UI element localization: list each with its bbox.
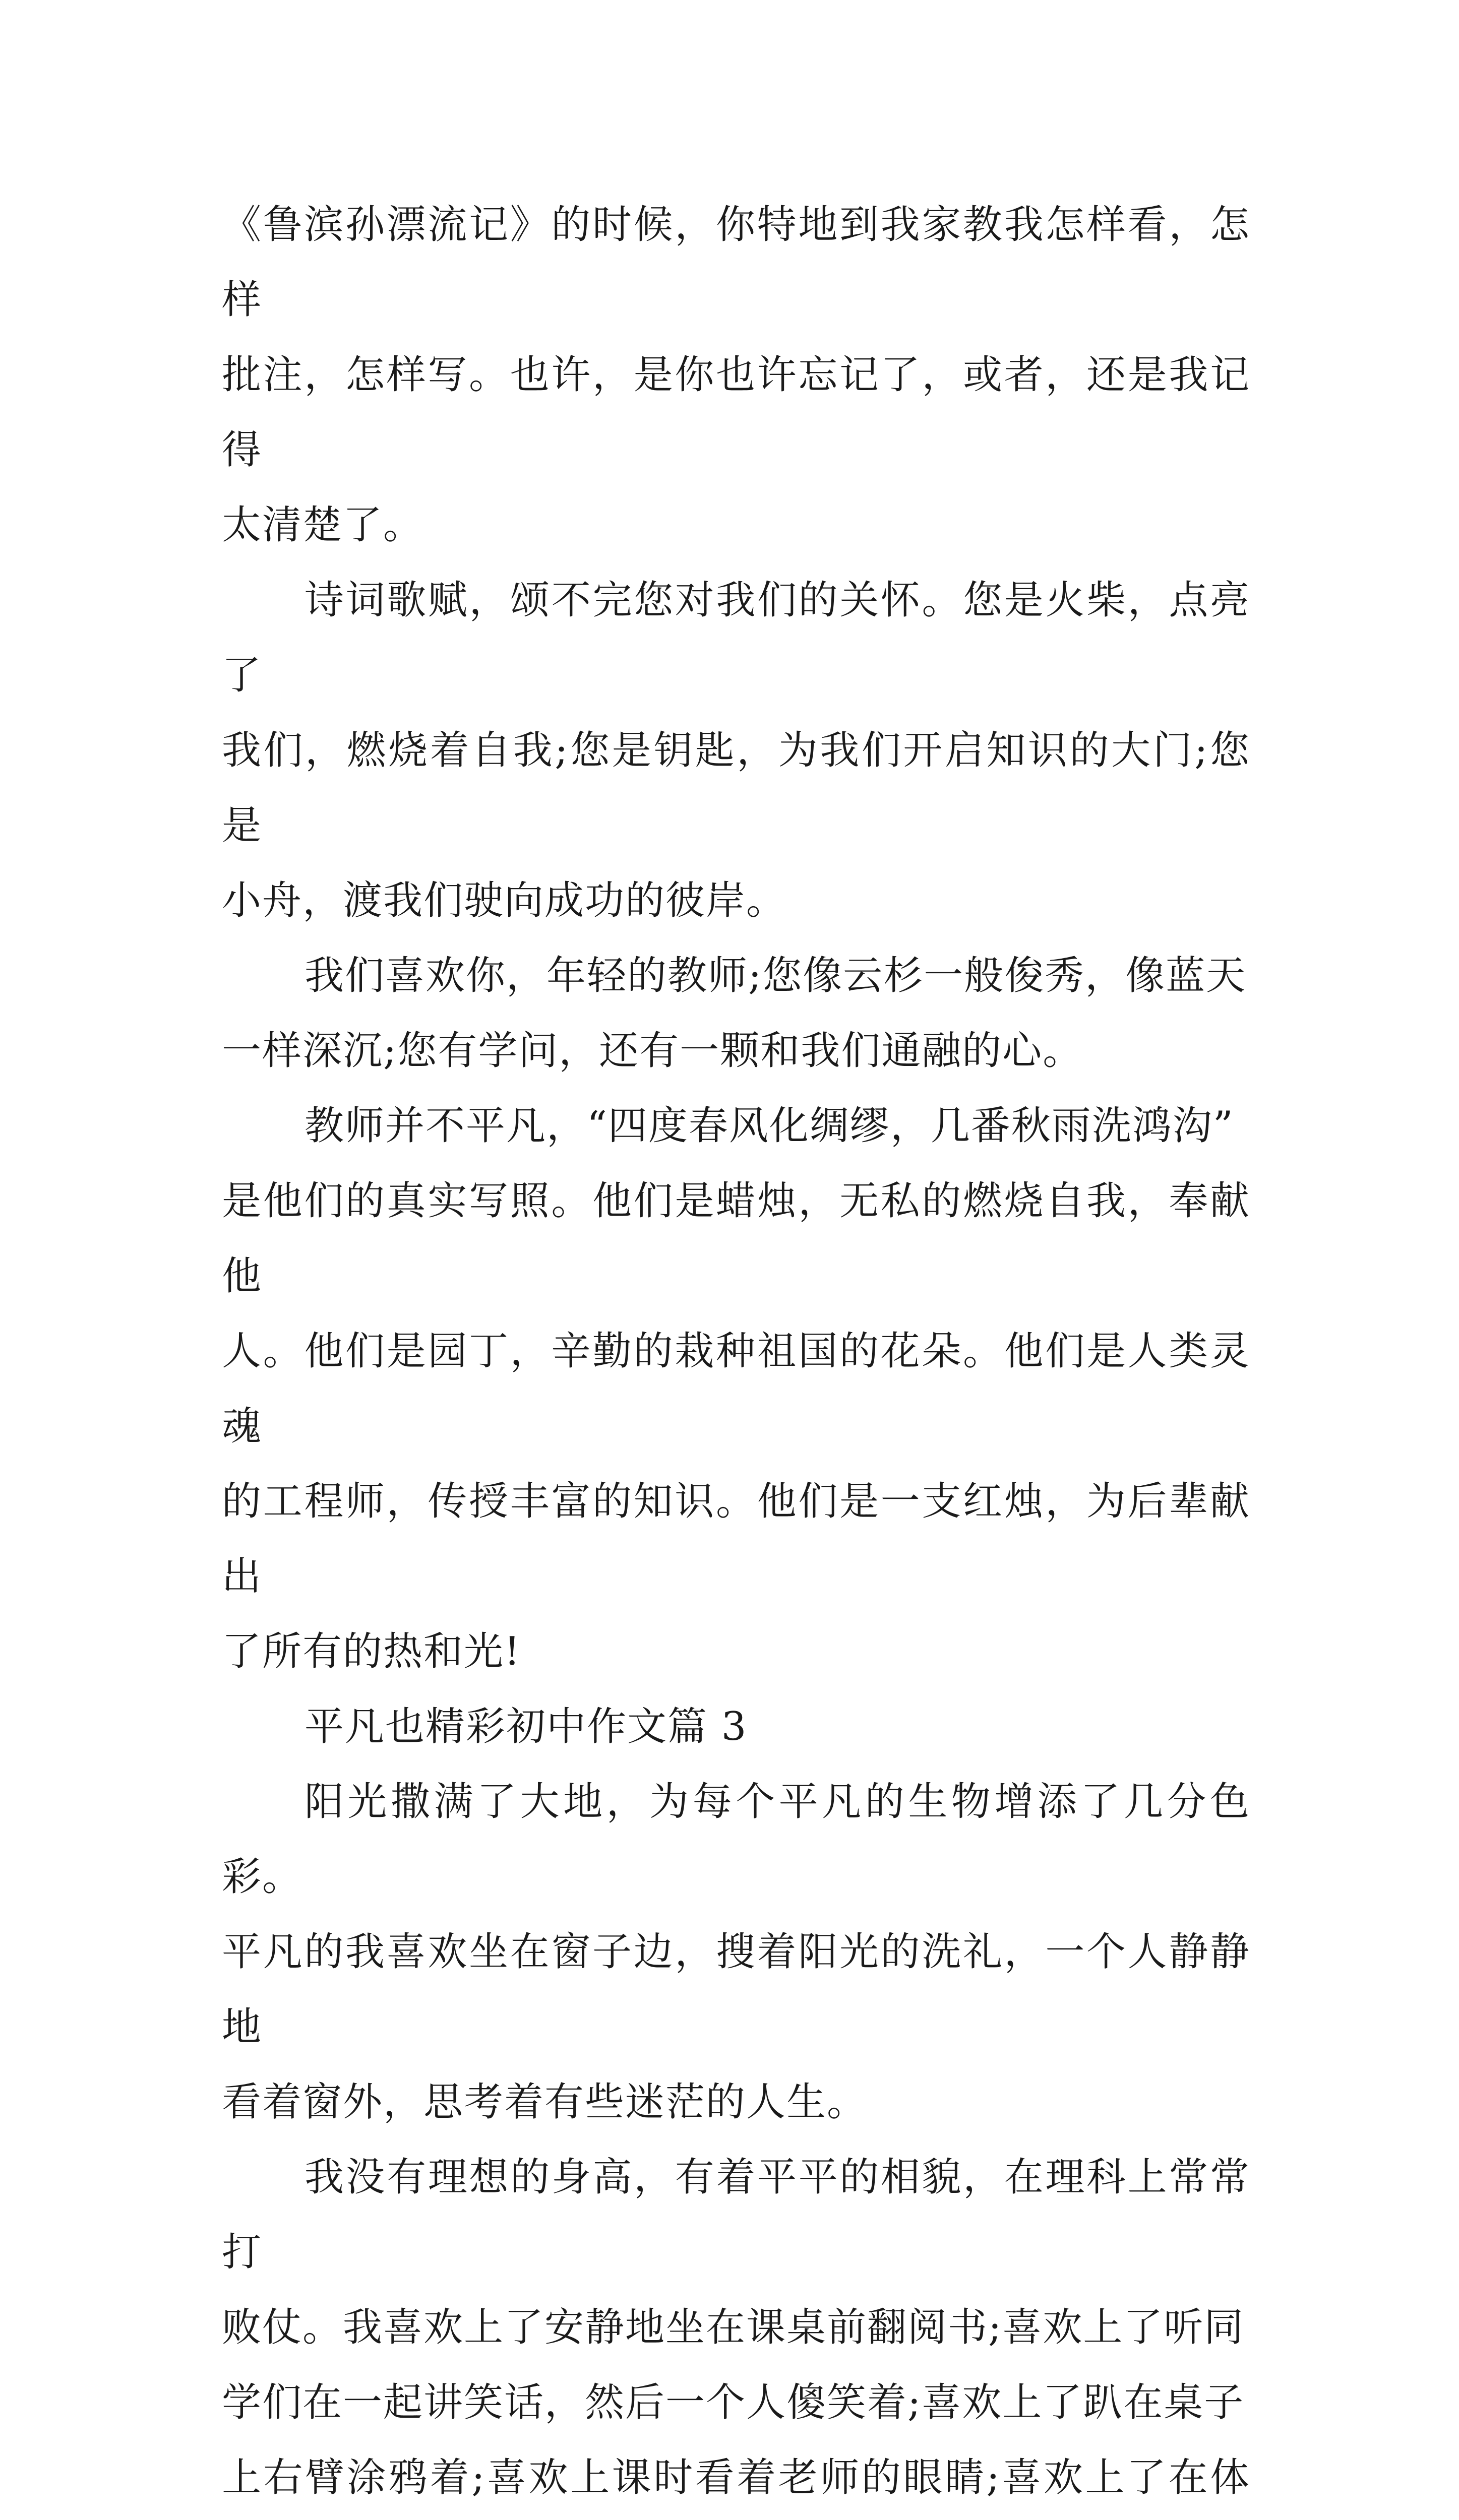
paragraph: 我没有理想的身高，有着平平的相貌，在理科上常常打 败仗。我喜欢上了安静地坐在课桌前翻阅书;喜欢上了听同 学们在一起讲笑话，然后一个人傻笑着;喜欢上了趴在桌子 上右臂涂鸦着;喜欢上课时看着老师的眼睛;喜欢上了在体	[222, 2155, 1250, 2500]
paragraph: 阳光撒满了大地，为每个平凡的生物增添了几分色彩。 平凡的我喜欢坐在窗子边，搜着阳光的洗礼，一个人静静地 看着窗外，思考着有些迷茫的人生。	[222, 1779, 1250, 2125]
document-body	[222, 187, 1250, 2520]
paragraph: 诗词歌赋，颂不完您对我们的关怀。您是火柴，点亮了 我们，燃烧着自我;您是钥匙，为我们开启知识的大门;您是 小舟，渡我们驶向成功的彼岸。	[222, 578, 1250, 923]
paragraph: 教师并不平凡，“四度春风化绸缪，几番秋雨洗鸿沟” 是他们的真实写照。他们是蜡烛，无私的燃烧自我，奉献他 人。他们是园丁，辛勤的栽种祖国的花朵。他们是人类灵魂 的工程师，传授丰富的知识。他们是一支红烛，为后辈献出 了所有的热和光!	[222, 1103, 1250, 1674]
paragraph: 我们喜欢你，年轻的教师;您像云杉一般俊秀，像蓝天 一样深沉;您有学问，还有一颗和我们通融的心。	[222, 953, 1247, 1074]
paragraph: 《鲁滨孙漂流记》的时候，你特地到我家教我怎样看，怎样 批注，怎样写。也许，是你也许忘记了，或者，还是我记得 太清楚了。	[222, 202, 1250, 548]
section-heading: 平凡也精彩初中作文篇 3	[305, 1704, 748, 1749]
